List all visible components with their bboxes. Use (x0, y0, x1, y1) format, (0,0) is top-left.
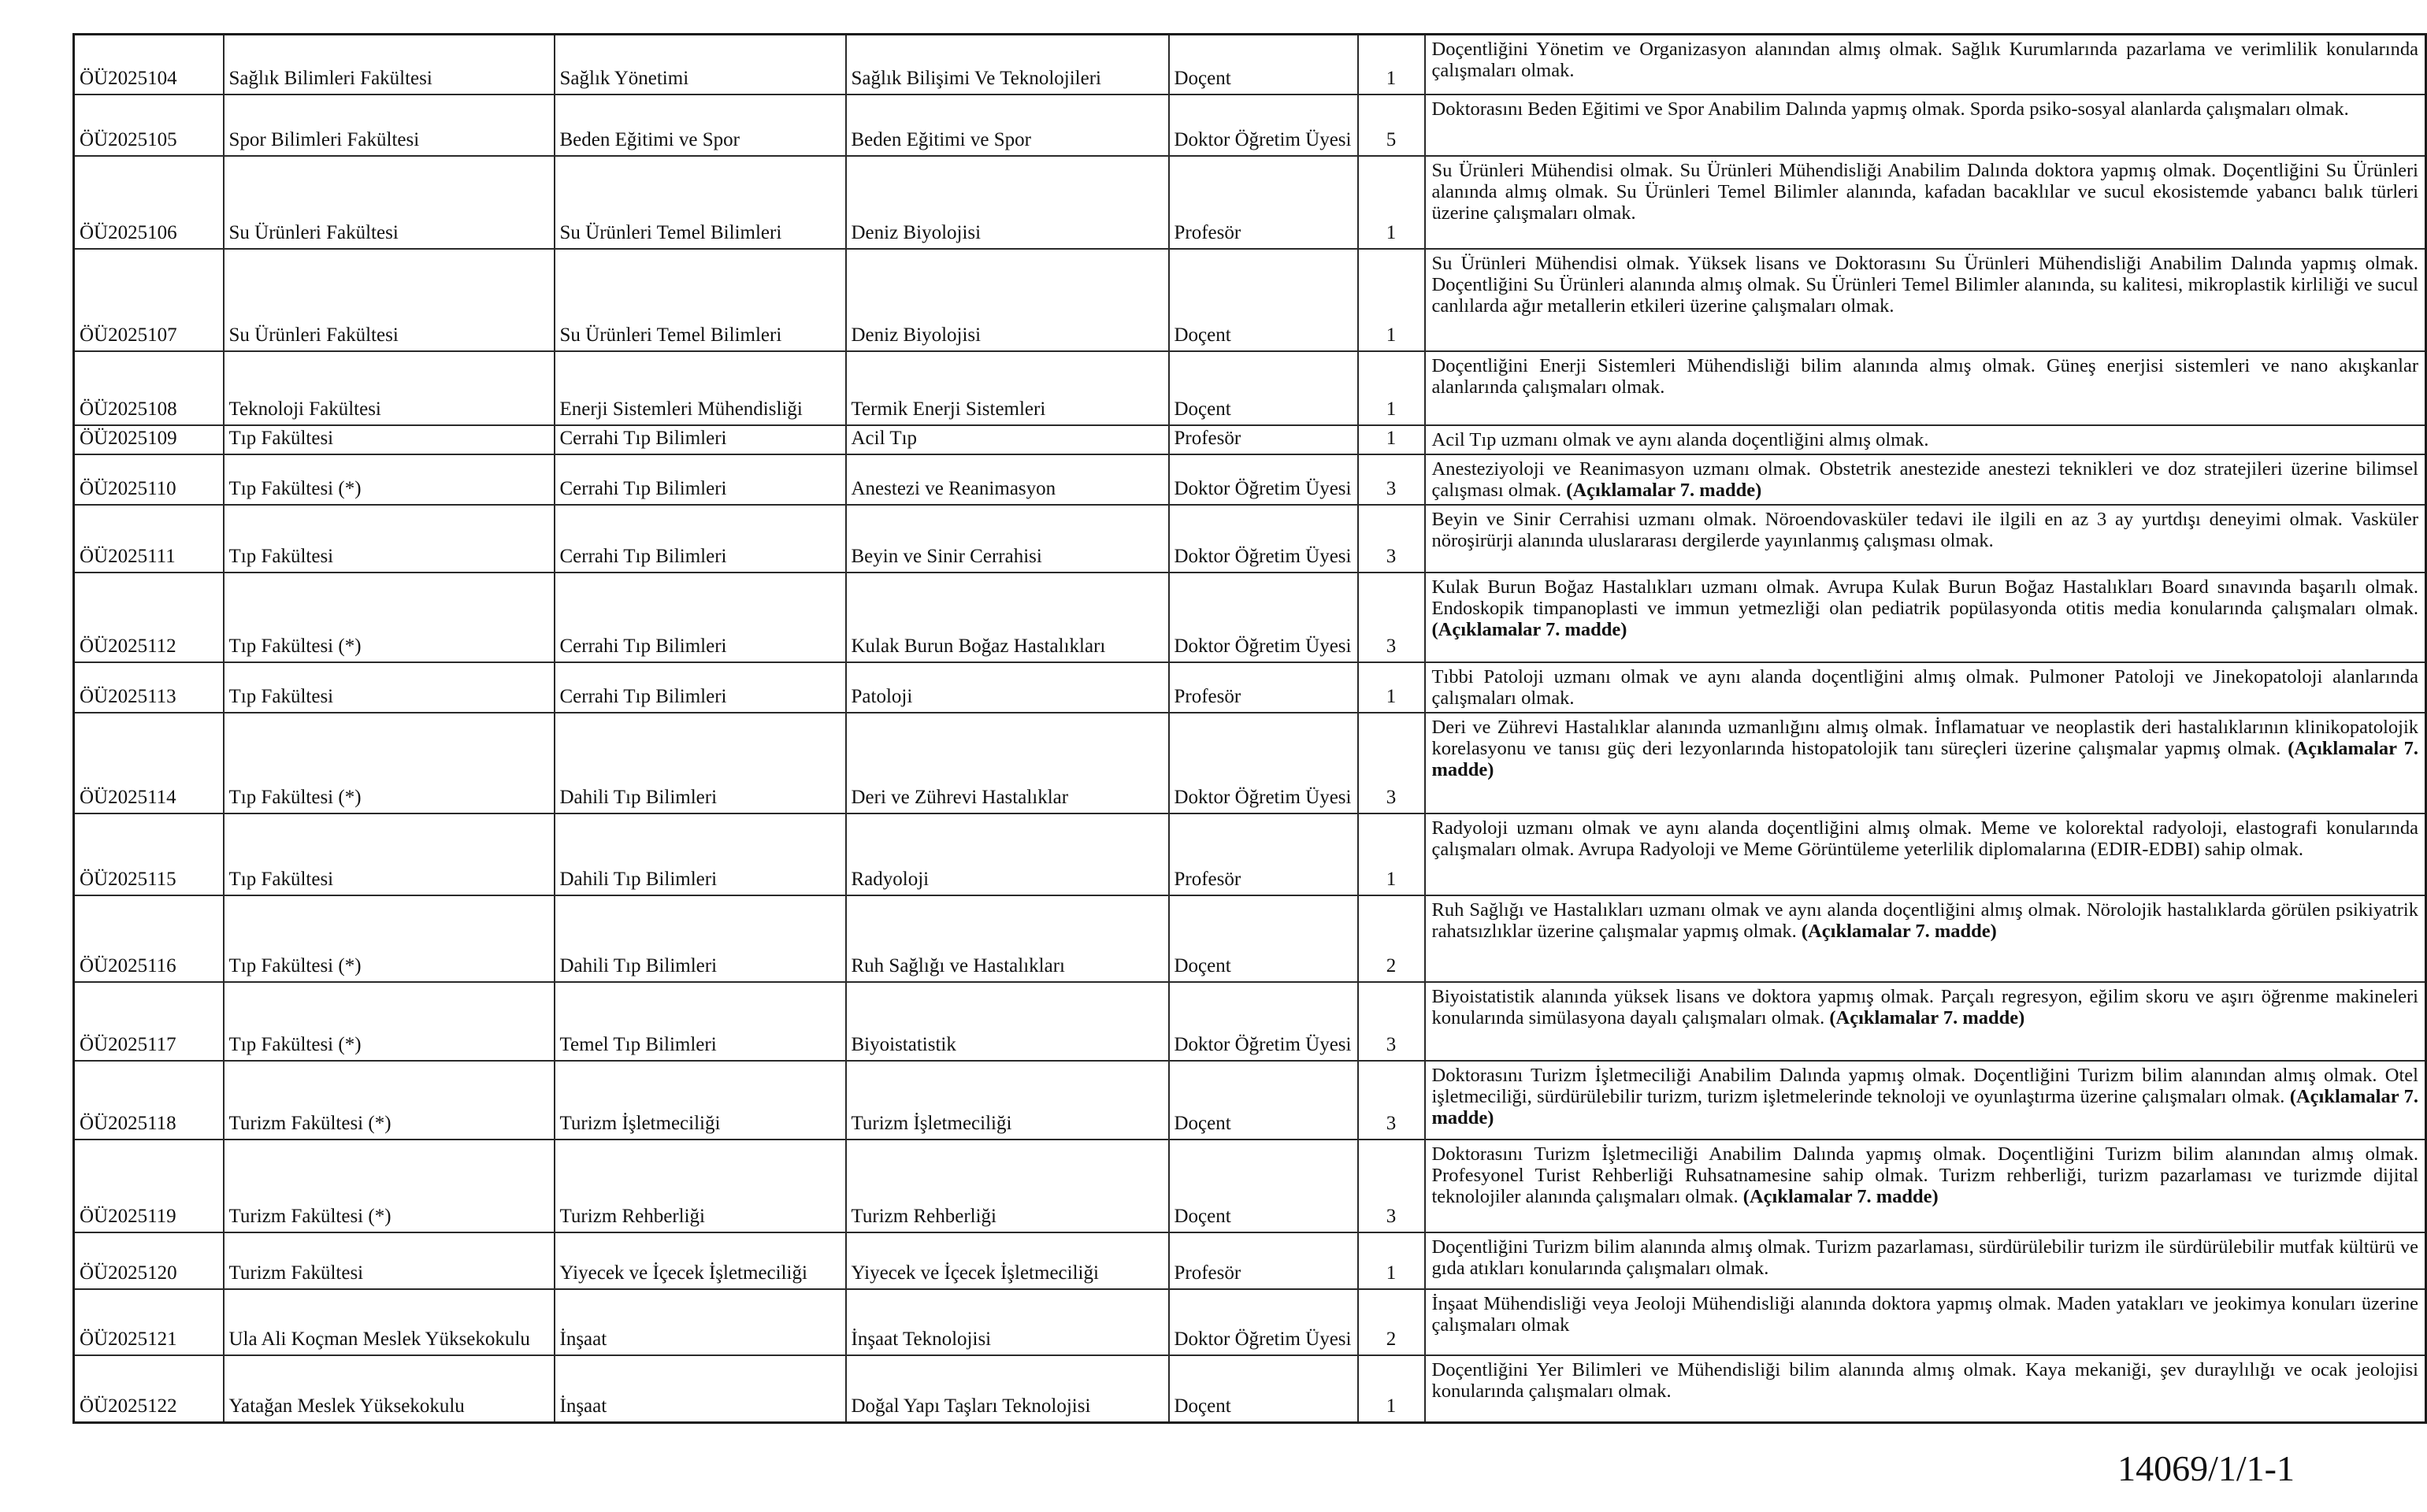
department: Cerrahi Tıp Bilimleri (555, 425, 846, 454)
requirements-text: Doktorasını Turizm İşletmeciliği Anabilim Dalında yapmış olmak. Doçentliğini Turizm bilim alanından almış olmak. Otel işletmeciliği, sürdürülebilir turizm, turizm işletmelerinde teknoloji ve oyunlaştırma üzerine çalışmaları olmak. (1431, 1064, 2418, 1107)
requirements-text: Su Ürünleri Mühendisi olmak. Yüksek lisans ve Doktorasını Su Ürünleri Mühendisliği Anabilim Dalında yapmış olmak. Doçentliğini Su Ürünleri alanında almış olmak. Su Ürünleri Temel Bilimler alanında, su kalitesi, mikroplastik kirliliği ve sucul canlılarda ağır metallerin etkileri üzerine çalışmaları olmak. (1431, 252, 2418, 317)
table-row (74, 1061, 2426, 1140)
department: Dahili Tıp Bilimleri (555, 813, 846, 895)
requirements (1425, 573, 2426, 662)
academic-title: Doçent (1169, 35, 1358, 94)
field-name: Beyin ve Sinir Cerrahisi (846, 505, 1169, 573)
field-name: Acil Tıp (846, 425, 1169, 454)
requirements (1425, 713, 2426, 813)
requirements (1425, 982, 2426, 1061)
faculty-name: Turizm Fakültesi (*) (224, 1140, 555, 1232)
position-count: 3 (1358, 573, 1425, 662)
requirements (1425, 1289, 2426, 1355)
field-name: Kulak Burun Boğaz Hastalıkları (846, 573, 1169, 662)
academic-title: Profesör (1169, 662, 1358, 713)
faculty-name: Su Ürünleri Fakültesi (224, 156, 555, 249)
department: Cerrahi Tıp Bilimleri (555, 505, 846, 573)
department: Sağlık Yönetimi (555, 35, 846, 94)
position-code: ÖÜ2025120 (74, 1232, 224, 1289)
faculty-name: Tıp Fakültesi (*) (224, 573, 555, 662)
position-count: 5 (1358, 94, 1425, 156)
department: Beden Eğitimi ve Spor (555, 94, 846, 156)
table-row (74, 35, 2426, 94)
field-name: Ruh Sağlığı ve Hastalıkları (846, 895, 1169, 982)
field-name: Termik Enerji Sistemleri (846, 351, 1169, 425)
faculty-name: Su Ürünleri Fakültesi (224, 249, 555, 351)
requirements (1425, 895, 2426, 982)
requirements (1425, 1232, 2426, 1289)
department: Turizm Rehberliği (555, 1140, 846, 1232)
academic-title: Doktor Öğretim Üyesi (1169, 454, 1358, 505)
faculty-name: Teknoloji Fakültesi (224, 351, 555, 425)
position-code: ÖÜ2025122 (74, 1355, 224, 1423)
explanation-note: (Açıklamalar 7. madde) (1566, 479, 1762, 501)
field-name: Sağlık Bilişimi Ve Teknolojileri (846, 35, 1169, 94)
position-count: 3 (1358, 454, 1425, 505)
table-row (74, 713, 2426, 813)
academic-title: Doçent (1169, 351, 1358, 425)
field-name: Turizm İşletmeciliği (846, 1061, 1169, 1140)
requirements-text: Anesteziyoloji ve Reanimasyon uzmanı olmak. Obstetrik anestezide anestezi teknikleri ve doz stratejileri üzerine bilimsel çalışması olmak. (1431, 458, 2418, 501)
faculty-name: Sağlık Bilimleri Fakültesi (224, 35, 555, 94)
field-name: Doğal Yapı Taşları Teknolojisi (846, 1355, 1169, 1423)
department: Cerrahi Tıp Bilimleri (555, 662, 846, 713)
position-count: 1 (1358, 249, 1425, 351)
department: İnşaat (555, 1289, 846, 1355)
position-code: ÖÜ2025112 (74, 573, 224, 662)
faculty-name: Tıp Fakültesi (*) (224, 713, 555, 813)
table-row (74, 249, 2426, 351)
requirements-text: Doçentliğini Yönetim ve Organizasyon alanından almış olmak. Sağlık Kurumlarında pazarlama ve verimlilik konularında çalışmaları olmak. (1431, 39, 2418, 81)
academic-title: Doktor Öğretim Üyesi (1169, 713, 1358, 813)
position-code: ÖÜ2025108 (74, 351, 224, 425)
requirements (1425, 94, 2426, 156)
field-name: Deri ve Zührevi Hastalıklar (846, 713, 1169, 813)
requirements (1425, 156, 2426, 249)
field-name: Anestezi ve Reanimasyon (846, 454, 1169, 505)
requirements (1425, 662, 2426, 713)
page-number: 14069/1/1-1 (2117, 1448, 2295, 1488)
position-code: ÖÜ2025106 (74, 156, 224, 249)
position-code: ÖÜ2025107 (74, 249, 224, 351)
position-code: ÖÜ2025105 (74, 94, 224, 156)
position-code: ÖÜ2025119 (74, 1140, 224, 1232)
position-count: 1 (1358, 425, 1425, 454)
field-name: Biyoistatistik (846, 982, 1169, 1061)
requirements-text: Ruh Sağlığı ve Hastalıkları uzmanı olmak ve aynı alanda doçentliğini almış olmak. Nörolojik hastalıklarda görülen psikiyatrik rahatsızlıklar üzerine çalışmalar yapmış olmak. (1431, 899, 2418, 942)
position-code: ÖÜ2025121 (74, 1289, 224, 1355)
requirements-text: Su Ürünleri Mühendisi olmak. Su Ürünleri Mühendisliği Anabilim Dalında doktora yapmış olmak. Doçentliğini Su Ürünleri alanında almış olmak. Su Ürünleri Temel Bilimler alanında, kafadan bacaklılar ve sucul ekosistemde yabancı balık türleri üzerine çalışmaları olmak. (1431, 159, 2418, 224)
academic-title: Doçent (1169, 249, 1358, 351)
position-count: 3 (1358, 1140, 1425, 1232)
requirements-text: Tıbbi Patoloji uzmanı olmak ve aynı alanda doçentliğini almış olmak. Pulmoner Patoloji ve Jinekopatoloji alanlarında çalışmaları olmak. (1431, 665, 2418, 709)
position-count: 1 (1358, 351, 1425, 425)
field-name: Deniz Biyolojisi (846, 156, 1169, 249)
table-row (74, 813, 2426, 895)
department: Dahili Tıp Bilimleri (555, 713, 846, 813)
position-code: ÖÜ2025116 (74, 895, 224, 982)
department: Su Ürünleri Temel Bilimleri (555, 249, 846, 351)
department: Dahili Tıp Bilimleri (555, 895, 846, 982)
explanation-note: (Açıklamalar 7. madde) (1431, 618, 1627, 640)
requirements (1425, 249, 2426, 351)
faculty-name: Tıp Fakültesi (224, 505, 555, 573)
faculty-name: Tıp Fakültesi (*) (224, 982, 555, 1061)
department: Turizm İşletmeciliği (555, 1061, 846, 1140)
requirements-text: Doktorasını Beden Eğitimi ve Spor Anabilim Dalında yapmış olmak. Sporda psiko-sosyal alanlarda çalışmaları olmak. (1431, 98, 2349, 120)
explanation-note: (Açıklamalar 7. madde) (1742, 1185, 1939, 1207)
position-count: 2 (1358, 895, 1425, 982)
academic-title: Doçent (1169, 1061, 1358, 1140)
academic-title: Profesör (1169, 813, 1358, 895)
requirements (1425, 1061, 2426, 1140)
explanation-note: (Açıklamalar 7. madde) (1431, 737, 2418, 780)
department: Enerji Sistemleri Mühendisliği (555, 351, 846, 425)
requirements-text: Kulak Burun Boğaz Hastalıkları uzmanı olmak. Avrupa Kulak Burun Boğaz Hastalıkları Board sınavında başarılı olmak. Endoskopik timpanoplasti ve immun yetmezliği olan pediatrik popülasyonda otitis media konularında çalışmaları olmak. (1431, 576, 2418, 619)
table-row (74, 1289, 2426, 1355)
position-code: ÖÜ2025109 (74, 425, 224, 454)
faculty-name: Tıp Fakültesi (224, 813, 555, 895)
faculty-name: Turizm Fakültesi (*) (224, 1061, 555, 1140)
faculty-name: Tıp Fakültesi (224, 425, 555, 454)
requirements-text: Biyoistatistik alanında yüksek lisans ve doktora yapmış olmak. Parçalı regresyon, eğilim skoru ve aşırı öğrenme makineleri konularında simülasyona dayalı çalışmaları olmak. (1431, 985, 2418, 1028)
position-count: 1 (1358, 35, 1425, 94)
academic-title: Doktor Öğretim Üyesi (1169, 573, 1358, 662)
requirements-text: Radyoloji uzmanı olmak ve aynı alanda doçentliğini almış olmak. Meme ve kolorektal radyoloji, elastografi konularında çalışmaları olmak. Avrupa Radyoloji ve Meme Görüntüleme yeterlilik diplomalarına (EDIR-EDBI) sahip olmak. (1431, 817, 2418, 860)
faculty-name: Tıp Fakültesi (224, 662, 555, 713)
position-code: ÖÜ2025111 (74, 505, 224, 573)
position-count: 3 (1358, 982, 1425, 1061)
department: İnşaat (555, 1355, 846, 1423)
academic-title: Profesör (1169, 156, 1358, 249)
field-name: Beden Eğitimi ve Spor (846, 94, 1169, 156)
faculty-name: Ula Ali Koçman Meslek Yüksekokulu (224, 1289, 555, 1355)
department: Cerrahi Tıp Bilimleri (555, 573, 846, 662)
position-count: 1 (1358, 156, 1425, 249)
department: Su Ürünleri Temel Bilimleri (555, 156, 846, 249)
position-count: 1 (1358, 662, 1425, 713)
position-code: ÖÜ2025118 (74, 1061, 224, 1140)
requirements-text: Deri ve Zührevi Hastalıklar alanında uzmanlığını almış olmak. İnflamatuar ve neoplastik deri hastalıklarının klinikopatolojik korelasyonu ve tanısı güç deri lezyonlarında histopatolojik tanı süreçleri üzerine çalışmalar yapmış olmak. (1431, 716, 2418, 759)
explanation-note: (Açıklamalar 7. madde) (1801, 920, 1997, 942)
position-rows (74, 35, 2426, 1423)
field-name: Patoloji (846, 662, 1169, 713)
academic-title: Doktor Öğretim Üyesi (1169, 94, 1358, 156)
field-name: Deniz Biyolojisi (846, 249, 1169, 351)
academic-title: Doktor Öğretim Üyesi (1169, 505, 1358, 573)
academic-title: Doktor Öğretim Üyesi (1169, 1289, 1358, 1355)
department: Yiyecek ve İçecek İşletmeciliği (555, 1232, 846, 1289)
requirements (1425, 1355, 2426, 1423)
position-count: 2 (1358, 1289, 1425, 1355)
position-count: 3 (1358, 505, 1425, 573)
department: Cerrahi Tıp Bilimleri (555, 454, 846, 505)
explanation-note: (Açıklamalar 7. madde) (1431, 1085, 2418, 1128)
academic-title: Doçent (1169, 1355, 1358, 1423)
academic-title: Doktor Öğretim Üyesi (1169, 982, 1358, 1061)
requirements-text: Doçentliğini Yer Bilimleri ve Mühendisliği bilim alanında almış olmak. Kaya mekaniği, şev duraylılığı ve ocak jeolojisi konularında çalışmaları olmak. (1431, 1358, 2418, 1402)
field-name: İnşaat Teknolojisi (846, 1289, 1169, 1355)
table-row (74, 982, 2426, 1061)
field-name: Turizm Rehberliği (846, 1140, 1169, 1232)
position-listing-sheet (72, 33, 2427, 1424)
position-table (72, 33, 2427, 1424)
requirements (1425, 454, 2426, 505)
table-row (74, 662, 2426, 713)
position-code: ÖÜ2025114 (74, 713, 224, 813)
requirements (1425, 351, 2426, 425)
table-row (74, 425, 2426, 454)
academic-title: Doçent (1169, 1140, 1358, 1232)
requirements-text: Acil Tıp uzmanı olmak ve aynı alanda doçentliğini almış olmak. (1431, 428, 1929, 450)
position-count: 1 (1358, 813, 1425, 895)
requirements-text: Doçentliğini Turizm bilim alanında almış olmak. Turizm pazarlaması, sürdürülebilir turizm ile sürdürülebilir mutfak kültürü ve gıda atıkları konularında çalışmaları olmak. (1431, 1236, 2418, 1279)
requirements-text: İnşaat Mühendisliği veya Jeoloji Mühendisliği alanında doktora yapmış olmak. Maden yatakları ve jeokimya konuları üzerine çalışmaları olmak (1431, 1292, 2418, 1336)
field-name: Radyoloji (846, 813, 1169, 895)
faculty-name: Yatağan Meslek Yüksekokulu (224, 1355, 555, 1423)
position-code: ÖÜ2025115 (74, 813, 224, 895)
table-row (74, 94, 2426, 156)
faculty-name: Tıp Fakültesi (*) (224, 454, 555, 505)
table-row (74, 454, 2426, 505)
academic-title: Profesör (1169, 1232, 1358, 1289)
explanation-note: (Açıklamalar 7. madde) (1829, 1006, 2025, 1028)
table-row (74, 505, 2426, 573)
department: Temel Tıp Bilimleri (555, 982, 846, 1061)
faculty-name: Tıp Fakültesi (*) (224, 895, 555, 982)
table-row (74, 895, 2426, 982)
table-row (74, 156, 2426, 249)
requirements (1425, 505, 2426, 573)
requirements (1425, 425, 2426, 454)
faculty-name: Turizm Fakültesi (224, 1232, 555, 1289)
academic-title: Doçent (1169, 895, 1358, 982)
field-name: Yiyecek ve İçecek İşletmeciliği (846, 1232, 1169, 1289)
faculty-name: Spor Bilimleri Fakültesi (224, 94, 555, 156)
requirements (1425, 813, 2426, 895)
position-code: ÖÜ2025113 (74, 662, 224, 713)
position-count: 1 (1358, 1232, 1425, 1289)
position-count: 3 (1358, 1061, 1425, 1140)
requirements (1425, 1140, 2426, 1232)
requirements (1425, 35, 2426, 94)
table-row (74, 573, 2426, 662)
position-code: ÖÜ2025110 (74, 454, 224, 505)
table-row (74, 351, 2426, 425)
requirements-text: Beyin ve Sinir Cerrahisi uzmanı olmak. Nöroendovasküler tedavi ile ilgili en az 3 ay yurtdışı deneyimi olmak. Vasküler nöroşirürji alanında uluslararası dergilerde yayınlanmış çalışması olmak. (1431, 508, 2418, 551)
academic-title: Profesör (1169, 425, 1358, 454)
position-code: ÖÜ2025104 (74, 35, 224, 94)
table-row (74, 1355, 2426, 1423)
position-count: 1 (1358, 1355, 1425, 1423)
requirements-text: Doktorasını Turizm İşletmeciliği Anabilim Dalında yapmış olmak. Doçentliğini Turizm bilim alanından almış olmak. Profesyonel Turist Rehberliği Ruhsatnamesine sahip olmak. Turizm rehberliği, turizm pazarlaması ve turizmde dijital teknolojiler alanında çalışmaları olmak. (1431, 1143, 2418, 1207)
table-row (74, 1140, 2426, 1232)
table-row (74, 1232, 2426, 1289)
requirements-text: Doçentliğini Enerji Sistemleri Mühendisliği bilim alanında almış olmak. Güneş enerjisi sistemleri ve nano akışkanlar alanlarında çalışmaları olmak. (1431, 354, 2418, 398)
position-count: 3 (1358, 713, 1425, 813)
position-code: ÖÜ2025117 (74, 982, 224, 1061)
